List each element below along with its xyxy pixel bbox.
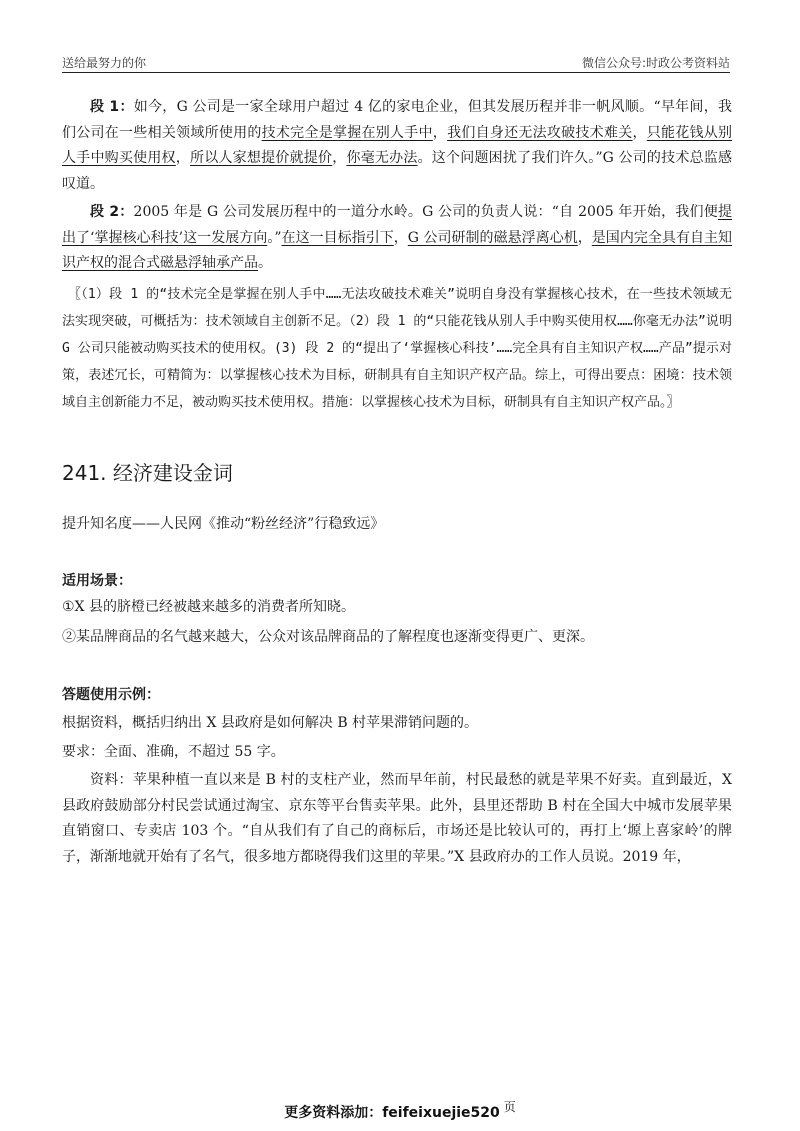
segment-1-text: ， xyxy=(632,124,647,141)
example-heading: 答题使用示例： xyxy=(62,686,160,703)
segment-2-text: ， xyxy=(577,229,592,246)
section-title: 241. 经济建设金词 xyxy=(62,460,233,485)
document-body xyxy=(62,95,732,870)
segment-1-text: 。这个问题困扰了我们许久。”G 公司的技术总监感叹道。 xyxy=(62,150,733,192)
scenes-heading: 适用场景： xyxy=(62,573,132,589)
paragraph-segment-1 xyxy=(62,95,732,197)
segment-2-text: 2005 年是 G 公司发展历程中的一道分水岭。G 公司的负责人说：“自 2005 年开始，我们便 xyxy=(133,204,718,220)
segment-1-label: 段 1： xyxy=(90,99,134,115)
segment-2-text: 。” xyxy=(267,229,282,246)
footer-contact: 更多资料添加：feifeixuejie520 xyxy=(284,1105,500,1121)
page-header xyxy=(62,50,730,73)
underlined-phrase: 你毫无办法 xyxy=(346,150,418,166)
segment-1-text: 如今，G 公司是一家全球用户超过 4 亿的家电企业，但其发展历程并非一帆风顺。“早年间，我们公司在一些相关领域所使用的 xyxy=(62,99,732,141)
underlined-phrase: G 公司研制的磁悬浮离心机 xyxy=(407,229,578,246)
source-line: 提升知名度——人民网《推动“粉丝经济”行稳致远》 xyxy=(62,515,385,532)
analysis-note: 〖（1）段 1 的“技术完全是掌握在别人手中……无法攻破技术难关”说明自身没有掌握核心技术，在一些技术领域无法实现突破，可概括为：技术领域自主创新不足。（2）段 1 的“只能花钱从别人手中购买使用权……你毫无办法”说明 G 公司只能被动购买技术的使用权。(3) 段 2 的“提出了‘掌握核心科技’……完全具有自主知识产权……产品”提示对策，表述冗长，可精简为：以掌握核心技术为目标，研制具有自主知识产权产品。综上，可得出要点：困境：技术领域自主创新能力不足，被动购买技术使用权。措施：以掌握核心技术为目标，研制具有自主知识产权产品。〗 xyxy=(62,286,732,410)
underlined-phrase: 是国内完全具有自主知识产权的混合式磁悬浮轴承产品 xyxy=(62,229,733,271)
scene-item: ②某品牌商品的名气越来越大，公众对该品牌商品的了解程度也逐渐变得更广、更深。 xyxy=(62,629,594,645)
segment-1-text: ， xyxy=(432,124,448,141)
page-number-label: 页 xyxy=(503,1100,516,1114)
example-question: 根据资料，概括归纳出 X 县政府是如何解决 B 村苹果滞销问题的。 xyxy=(62,715,479,731)
underlined-phrase: 技术完全是掌握在别人手中 xyxy=(261,124,433,141)
segment-1-text: ， xyxy=(175,150,191,166)
segment-1-text: ， xyxy=(332,150,347,166)
segment-2-text: ， xyxy=(393,229,408,246)
segment-2-text: 。 xyxy=(258,255,272,271)
header-wechat-account: 微信公众号:时政公考资料站 xyxy=(581,56,730,70)
paragraph-segment-2 xyxy=(62,200,732,277)
underlined-phrase: 所以人家想提价就提价 xyxy=(190,150,333,166)
segment-2-label: 段 2： xyxy=(90,204,134,220)
page-footer xyxy=(0,1098,800,1122)
header-slogan: 送给最努力的你 xyxy=(62,56,147,70)
underlined-phrase: 提出了‘掌握核心科技’这一发展方向 xyxy=(62,204,732,246)
underlined-phrase: 只能花钱从别人手中购买使用权 xyxy=(62,124,733,166)
underlined-phrase: 我们自身还无法攻破技术难关 xyxy=(447,124,633,141)
underlined-phrase: 在这一目标指引下 xyxy=(281,229,394,246)
example-requirement: 要求：全面、准确，不超过 55 字。 xyxy=(62,743,285,760)
scene-item: ①X 县的脐橙已经被越来越多的消费者所知晓。 xyxy=(62,598,355,615)
example-material: 资料：苹果种植一直以来是 B 村的支柱产业，然而早年前，村民最愁的就是苹果不好卖。直到最近，X 县政府鼓励部分村民尝试通过淘宝、京东等平台售卖苹果。此外，县里还帮助 B 村在全国大中城市发展苹果直销窗口、专卖店 103 个。“自从我们有了自己的商标后，市场还是比较认可的，再打上‘塬上喜家岭’的牌子，渐渐地就开始有了名气，很多地方都晓得我们这里的苹果。”X 县政府办的工作人员说。2019 年， xyxy=(62,772,732,865)
